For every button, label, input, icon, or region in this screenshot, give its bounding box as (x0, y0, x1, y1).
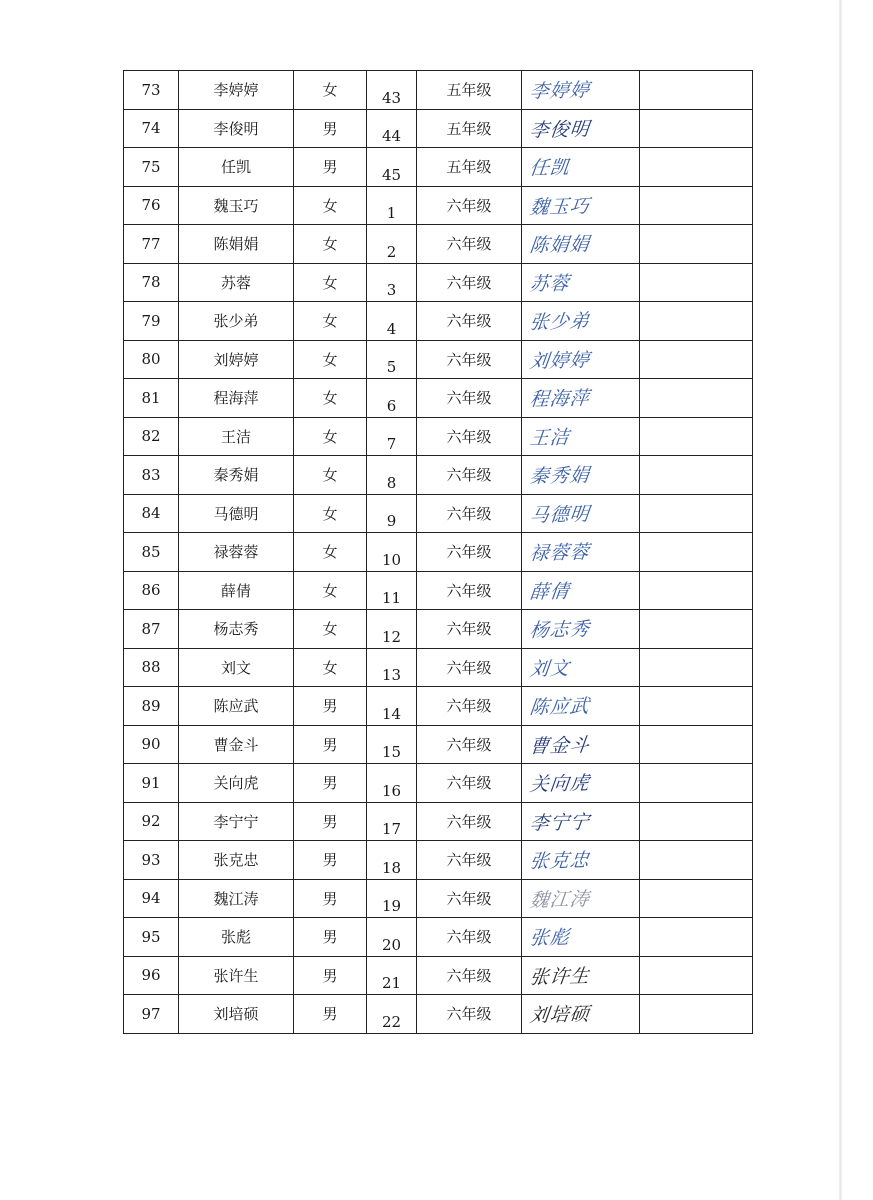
remarks-cell (640, 417, 753, 456)
table-row (124, 225, 753, 264)
handwritten-signature: 关向虎 (528, 772, 592, 797)
signature-cell (522, 340, 640, 379)
student-gender: 男 (294, 841, 367, 880)
table-row (124, 340, 753, 379)
student-name: 薛倩 (179, 571, 294, 610)
signature-cell (522, 71, 640, 110)
signature-cell (522, 841, 640, 880)
grade-level: 六年级 (417, 302, 522, 341)
row-number: 88 (124, 648, 179, 687)
student-name: 程海萍 (179, 379, 294, 418)
row-number: 92 (124, 802, 179, 841)
remarks-cell (640, 687, 753, 726)
student-name: 王洁 (179, 417, 294, 456)
remarks-cell (640, 225, 753, 264)
student-name: 秦秀娟 (179, 456, 294, 495)
signature-cell (522, 456, 640, 495)
student-gender: 女 (294, 379, 367, 418)
student-name: 李婷婷 (179, 71, 294, 110)
grade-level: 六年级 (417, 918, 522, 957)
student-gender: 男 (294, 879, 367, 918)
table-row (124, 302, 753, 341)
row-number: 73 (124, 71, 179, 110)
class-number: 17 (367, 802, 417, 841)
student-gender: 男 (294, 995, 367, 1034)
class-number: 14 (367, 687, 417, 726)
signature-cell (522, 109, 640, 148)
student-name: 李俊明 (179, 109, 294, 148)
student-gender: 男 (294, 764, 367, 803)
table-row (124, 956, 753, 995)
signature-cell (522, 956, 640, 995)
remarks-cell (640, 302, 753, 341)
table-row (124, 456, 753, 495)
table-row (124, 918, 753, 957)
table-row (124, 186, 753, 225)
grade-level: 五年级 (417, 71, 522, 110)
table-row (124, 648, 753, 687)
remarks-cell (640, 879, 753, 918)
page-edge-shadow (839, 0, 842, 1200)
remarks-cell (640, 494, 753, 533)
remarks-cell (640, 725, 753, 764)
remarks-cell (640, 571, 753, 610)
remarks-cell (640, 533, 753, 572)
handwritten-signature: 薛倩 (528, 580, 572, 604)
table-row (124, 494, 753, 533)
student-name: 张克忠 (179, 841, 294, 880)
row-number: 87 (124, 610, 179, 649)
grade-level: 五年级 (417, 148, 522, 187)
remarks-cell (640, 918, 753, 957)
signature-cell (522, 764, 640, 803)
student-name: 陈应武 (179, 687, 294, 726)
handwritten-signature: 李婷婷 (528, 79, 592, 104)
signature-cell (522, 417, 640, 456)
table-row (124, 71, 753, 110)
class-number: 3 (367, 263, 417, 302)
grade-level: 六年级 (417, 841, 522, 880)
remarks-cell (640, 841, 753, 880)
row-number: 83 (124, 456, 179, 495)
handwritten-signature: 禄蓉蓉 (528, 541, 592, 566)
remarks-cell (640, 648, 753, 687)
student-gender: 女 (294, 417, 367, 456)
remarks-cell (640, 456, 753, 495)
class-number: 45 (367, 148, 417, 187)
class-number: 10 (367, 533, 417, 572)
row-number: 90 (124, 725, 179, 764)
signature-cell (522, 225, 640, 264)
handwritten-signature: 李宁宁 (528, 810, 592, 835)
grade-level: 五年级 (417, 109, 522, 148)
remarks-cell (640, 956, 753, 995)
signature-cell (522, 648, 640, 687)
row-number: 79 (124, 302, 179, 341)
grade-level: 六年级 (417, 571, 522, 610)
student-gender: 女 (294, 571, 367, 610)
student-gender: 男 (294, 148, 367, 187)
roster-table (123, 70, 753, 1034)
student-name: 李宁宁 (179, 802, 294, 841)
student-gender: 男 (294, 802, 367, 841)
row-number: 96 (124, 956, 179, 995)
table-row (124, 610, 753, 649)
remarks-cell (640, 764, 753, 803)
remarks-cell (640, 610, 753, 649)
row-number: 86 (124, 571, 179, 610)
student-gender: 男 (294, 109, 367, 148)
class-number: 43 (367, 71, 417, 110)
handwritten-signature: 秦秀娟 (528, 464, 592, 489)
class-number: 5 (367, 340, 417, 379)
signature-cell (522, 995, 640, 1034)
table-row (124, 725, 753, 764)
class-number: 2 (367, 225, 417, 264)
handwritten-signature: 马德明 (528, 502, 592, 527)
student-name: 苏蓉 (179, 263, 294, 302)
handwritten-signature: 程海萍 (528, 387, 592, 412)
table-row (124, 687, 753, 726)
grade-level: 六年级 (417, 379, 522, 418)
grade-level: 六年级 (417, 225, 522, 264)
table-row (124, 764, 753, 803)
student-name: 魏玉巧 (179, 186, 294, 225)
student-name: 马德明 (179, 494, 294, 533)
handwritten-signature: 刘婷婷 (528, 348, 592, 373)
grade-level: 六年级 (417, 879, 522, 918)
remarks-cell (640, 379, 753, 418)
student-name: 关向虎 (179, 764, 294, 803)
student-gender: 女 (294, 225, 367, 264)
handwritten-signature: 张克忠 (528, 849, 592, 874)
signature-cell (522, 802, 640, 841)
student-name: 张彪 (179, 918, 294, 957)
grade-level: 六年级 (417, 610, 522, 649)
remarks-cell (640, 802, 753, 841)
grade-level: 六年级 (417, 417, 522, 456)
signature-cell (522, 687, 640, 726)
signature-cell (522, 725, 640, 764)
class-number: 22 (367, 995, 417, 1034)
handwritten-signature: 李俊明 (528, 117, 592, 142)
student-gender: 男 (294, 956, 367, 995)
class-number: 18 (367, 841, 417, 880)
row-number: 91 (124, 764, 179, 803)
handwritten-signature: 陈娟娟 (528, 233, 592, 258)
handwritten-signature: 魏玉巧 (528, 194, 592, 219)
signature-cell (522, 918, 640, 957)
handwritten-signature: 王洁 (528, 426, 572, 450)
grade-level: 六年级 (417, 263, 522, 302)
row-number: 75 (124, 148, 179, 187)
table-row (124, 109, 753, 148)
student-gender: 男 (294, 918, 367, 957)
table-row (124, 879, 753, 918)
remarks-cell (640, 148, 753, 187)
roster-body (124, 71, 753, 1034)
remarks-cell (640, 71, 753, 110)
table-row (124, 263, 753, 302)
student-name: 魏江涛 (179, 879, 294, 918)
grade-level: 六年级 (417, 533, 522, 572)
signature-cell (522, 879, 640, 918)
class-number: 7 (367, 417, 417, 456)
row-number: 78 (124, 263, 179, 302)
student-gender: 女 (294, 302, 367, 341)
signature-cell (522, 494, 640, 533)
student-gender: 男 (294, 687, 367, 726)
table-row (124, 995, 753, 1034)
grade-level: 六年级 (417, 725, 522, 764)
table-row (124, 417, 753, 456)
student-gender: 女 (294, 648, 367, 687)
row-number: 97 (124, 995, 179, 1034)
grade-level: 六年级 (417, 494, 522, 533)
student-name: 刘培硕 (179, 995, 294, 1034)
handwritten-signature: 曹金斗 (528, 733, 592, 758)
class-number: 19 (367, 879, 417, 918)
student-name: 刘婷婷 (179, 340, 294, 379)
handwritten-signature: 杨志秀 (528, 618, 592, 643)
student-gender: 女 (294, 533, 367, 572)
class-number: 21 (367, 956, 417, 995)
student-name: 陈娟娟 (179, 225, 294, 264)
grade-level: 六年级 (417, 995, 522, 1034)
class-number: 1 (367, 186, 417, 225)
grade-level: 六年级 (417, 764, 522, 803)
row-number: 76 (124, 186, 179, 225)
row-number: 93 (124, 841, 179, 880)
class-number: 44 (367, 109, 417, 148)
remarks-cell (640, 109, 753, 148)
row-number: 80 (124, 340, 179, 379)
student-gender: 女 (294, 494, 367, 533)
signature-cell (522, 148, 640, 187)
class-number: 9 (367, 494, 417, 533)
student-gender: 女 (294, 610, 367, 649)
signature-cell (522, 379, 640, 418)
signature-cell (522, 533, 640, 572)
student-gender: 女 (294, 186, 367, 225)
handwritten-signature: 刘文 (528, 657, 572, 681)
grade-level: 六年级 (417, 956, 522, 995)
table-row (124, 148, 753, 187)
class-number: 6 (367, 379, 417, 418)
class-number: 13 (367, 648, 417, 687)
student-name: 张少弟 (179, 302, 294, 341)
grade-level: 六年级 (417, 186, 522, 225)
signature-cell (522, 610, 640, 649)
handwritten-signature: 张许生 (528, 964, 592, 989)
grade-level: 六年级 (417, 456, 522, 495)
student-name: 任凯 (179, 148, 294, 187)
class-number: 16 (367, 764, 417, 803)
grade-level: 六年级 (417, 687, 522, 726)
handwritten-signature: 魏江涛 (528, 887, 592, 912)
class-number: 20 (367, 918, 417, 957)
row-number: 82 (124, 417, 179, 456)
handwritten-signature: 张彪 (528, 926, 572, 950)
remarks-cell (640, 995, 753, 1034)
class-number: 11 (367, 571, 417, 610)
row-number: 77 (124, 225, 179, 264)
signature-cell (522, 302, 640, 341)
class-number: 8 (367, 456, 417, 495)
student-name: 曹金斗 (179, 725, 294, 764)
class-number: 4 (367, 302, 417, 341)
remarks-cell (640, 263, 753, 302)
grade-level: 六年级 (417, 802, 522, 841)
row-number: 74 (124, 109, 179, 148)
table-row (124, 533, 753, 572)
remarks-cell (640, 340, 753, 379)
handwritten-signature: 刘培硕 (528, 1003, 592, 1028)
row-number: 84 (124, 494, 179, 533)
row-number: 94 (124, 879, 179, 918)
signature-cell (522, 263, 640, 302)
table-row (124, 379, 753, 418)
class-number: 15 (367, 725, 417, 764)
student-gender: 女 (294, 263, 367, 302)
student-name: 杨志秀 (179, 610, 294, 649)
student-name: 刘文 (179, 648, 294, 687)
grade-level: 六年级 (417, 648, 522, 687)
handwritten-signature: 陈应武 (528, 695, 592, 720)
remarks-cell (640, 186, 753, 225)
table-row (124, 802, 753, 841)
student-gender: 男 (294, 725, 367, 764)
student-gender: 女 (294, 71, 367, 110)
row-number: 81 (124, 379, 179, 418)
table-row (124, 841, 753, 880)
table-row (124, 571, 753, 610)
student-gender: 女 (294, 456, 367, 495)
student-gender: 女 (294, 340, 367, 379)
signature-cell (522, 571, 640, 610)
handwritten-signature: 任凯 (528, 156, 572, 180)
class-number: 12 (367, 610, 417, 649)
signature-cell (522, 186, 640, 225)
handwritten-signature: 苏蓉 (528, 272, 572, 296)
student-name: 张许生 (179, 956, 294, 995)
row-number: 95 (124, 918, 179, 957)
student-name: 禄蓉蓉 (179, 533, 294, 572)
row-number: 85 (124, 533, 179, 572)
row-number: 89 (124, 687, 179, 726)
handwritten-signature: 张少弟 (528, 310, 592, 335)
grade-level: 六年级 (417, 340, 522, 379)
